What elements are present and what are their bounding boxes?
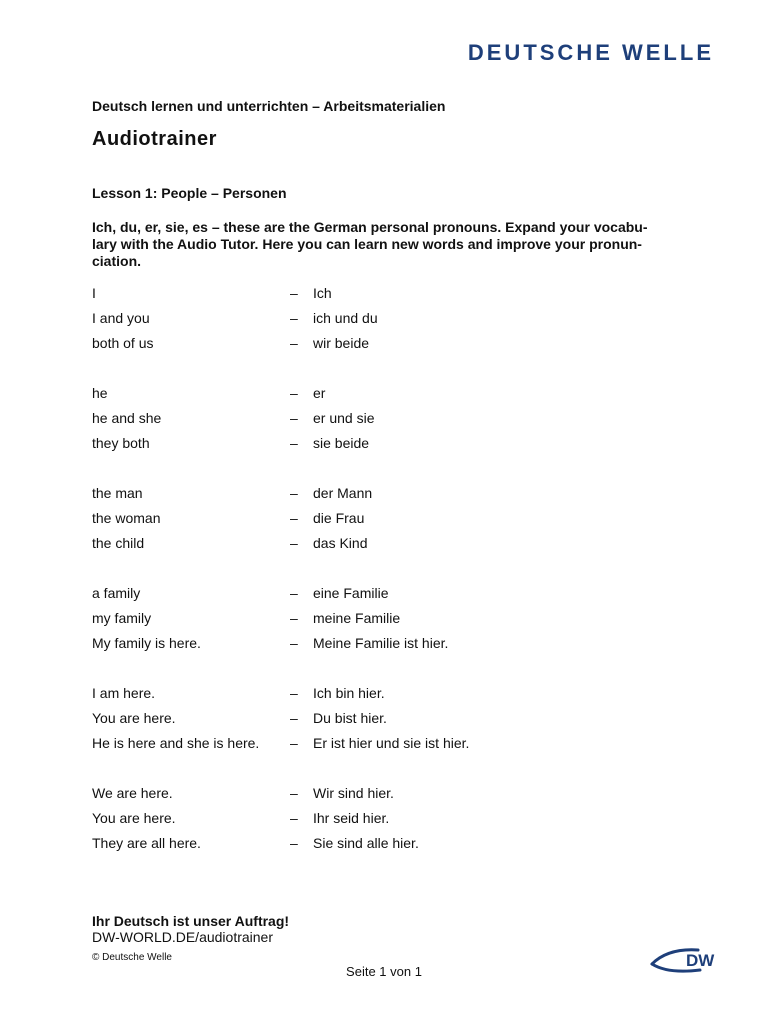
dash-separator: – [290, 585, 298, 601]
english-term: He is here and she is here. [92, 735, 260, 751]
german-term: das Kind [313, 535, 368, 551]
vocab-row [92, 510, 692, 535]
german-term: eine Familie [313, 585, 389, 601]
footer-slogan: Ihr Deutsch ist unser Auftrag! [92, 913, 290, 929]
intro-line: Ich, du, er, sie, es – these are the German personal pronouns. Expand your vocabu- [92, 219, 648, 235]
dash-separator: – [290, 410, 298, 426]
english-term: I and you [92, 310, 150, 326]
dash-separator: – [290, 785, 298, 801]
dash-separator: – [290, 485, 298, 501]
english-term: the child [92, 535, 145, 551]
german-term: er [313, 385, 326, 401]
german-term: ich und du [313, 310, 378, 326]
vocab-row [92, 810, 692, 835]
page-number: Seite 1 von 1 [346, 964, 422, 979]
vocab-row [92, 735, 692, 760]
english-term: My family is here. [92, 635, 201, 651]
vocab-row [92, 610, 692, 635]
document-subtitle: Deutsch lernen und unterrichten – Arbeitsmaterialien [92, 98, 446, 114]
dw-logo-icon [648, 944, 718, 976]
dash-separator: – [290, 285, 298, 301]
english-term: They are all here. [92, 835, 201, 851]
vocab-group [92, 385, 692, 460]
vocabulary-list [92, 285, 692, 885]
intro-paragraph [92, 219, 702, 270]
dash-separator: – [290, 385, 298, 401]
lesson-heading: Lesson 1: People – Personen [92, 185, 287, 201]
brand-wordmark: DEUTSCHE WELLE [467, 40, 714, 65]
english-term: both of us [92, 335, 154, 351]
vocab-row [92, 685, 692, 710]
english-term: I am here. [92, 685, 156, 701]
vocab-group [92, 785, 692, 860]
dash-separator: – [290, 735, 298, 751]
document-title: Audiotrainer [92, 128, 217, 150]
german-term: Meine Familie ist hier. [313, 635, 449, 651]
german-term: Du bist hier. [313, 710, 387, 726]
dash-separator: – [290, 635, 298, 651]
intro-line: ciation. [92, 253, 142, 269]
english-term: my family [92, 610, 152, 626]
vocab-row [92, 710, 692, 735]
german-term: Sie sind alle hier. [313, 835, 419, 851]
vocab-group [92, 685, 692, 760]
german-term: Er ist hier und sie ist hier. [313, 735, 470, 751]
vocab-row [92, 310, 692, 335]
vocab-row [92, 335, 692, 360]
german-term: er und sie [313, 410, 375, 426]
english-term: he and she [92, 410, 162, 426]
german-term: sie beide [313, 435, 370, 451]
german-term: Ich [313, 285, 332, 301]
vocab-row [92, 785, 692, 810]
german-term: Ich bin hier. [313, 685, 385, 701]
vocab-group [92, 285, 692, 360]
dash-separator: – [290, 710, 298, 726]
vocab-row [92, 635, 692, 660]
dash-separator: – [290, 535, 298, 551]
vocab-row [92, 385, 692, 410]
vocab-group [92, 585, 692, 660]
english-term: You are here. [92, 810, 176, 826]
english-term: a family [92, 585, 141, 601]
german-term: Ihr seid hier. [313, 810, 390, 826]
copyright-notice: © Deutsche Welle [92, 952, 172, 963]
dash-separator: – [290, 435, 298, 451]
english-term: I [92, 285, 96, 301]
footer-url-link[interactable]: DW-WORLD.DE/audiotrainer [92, 929, 274, 945]
vocab-row [92, 585, 692, 610]
dash-separator: – [290, 835, 298, 851]
english-term: the woman [92, 510, 161, 526]
german-term: die Frau [313, 510, 365, 526]
dash-separator: – [290, 310, 298, 326]
dash-separator: – [290, 610, 298, 626]
english-term: You are here. [92, 710, 176, 726]
dash-separator: – [290, 335, 298, 351]
vocab-row [92, 535, 692, 560]
vocab-group [92, 485, 692, 560]
vocab-row [92, 410, 692, 435]
german-term: der Mann [313, 485, 373, 501]
dash-separator: – [290, 510, 298, 526]
english-term: he [92, 385, 108, 401]
german-term: Wir sind hier. [313, 785, 394, 801]
german-term: meine Familie [313, 610, 401, 626]
vocab-row [92, 285, 692, 310]
english-term: We are here. [92, 785, 173, 801]
english-term: the man [92, 485, 143, 501]
dash-separator: – [290, 685, 298, 701]
dash-separator: – [290, 810, 298, 826]
english-term: they both [92, 435, 150, 451]
intro-line: lary with the Audio Tutor. Here you can learn new words and improve your pronun- [92, 236, 642, 252]
vocab-row [92, 435, 692, 460]
dw-logo-text: DW [686, 951, 715, 970]
vocab-row [92, 485, 692, 510]
german-term: wir beide [313, 335, 370, 351]
vocab-row [92, 835, 692, 860]
